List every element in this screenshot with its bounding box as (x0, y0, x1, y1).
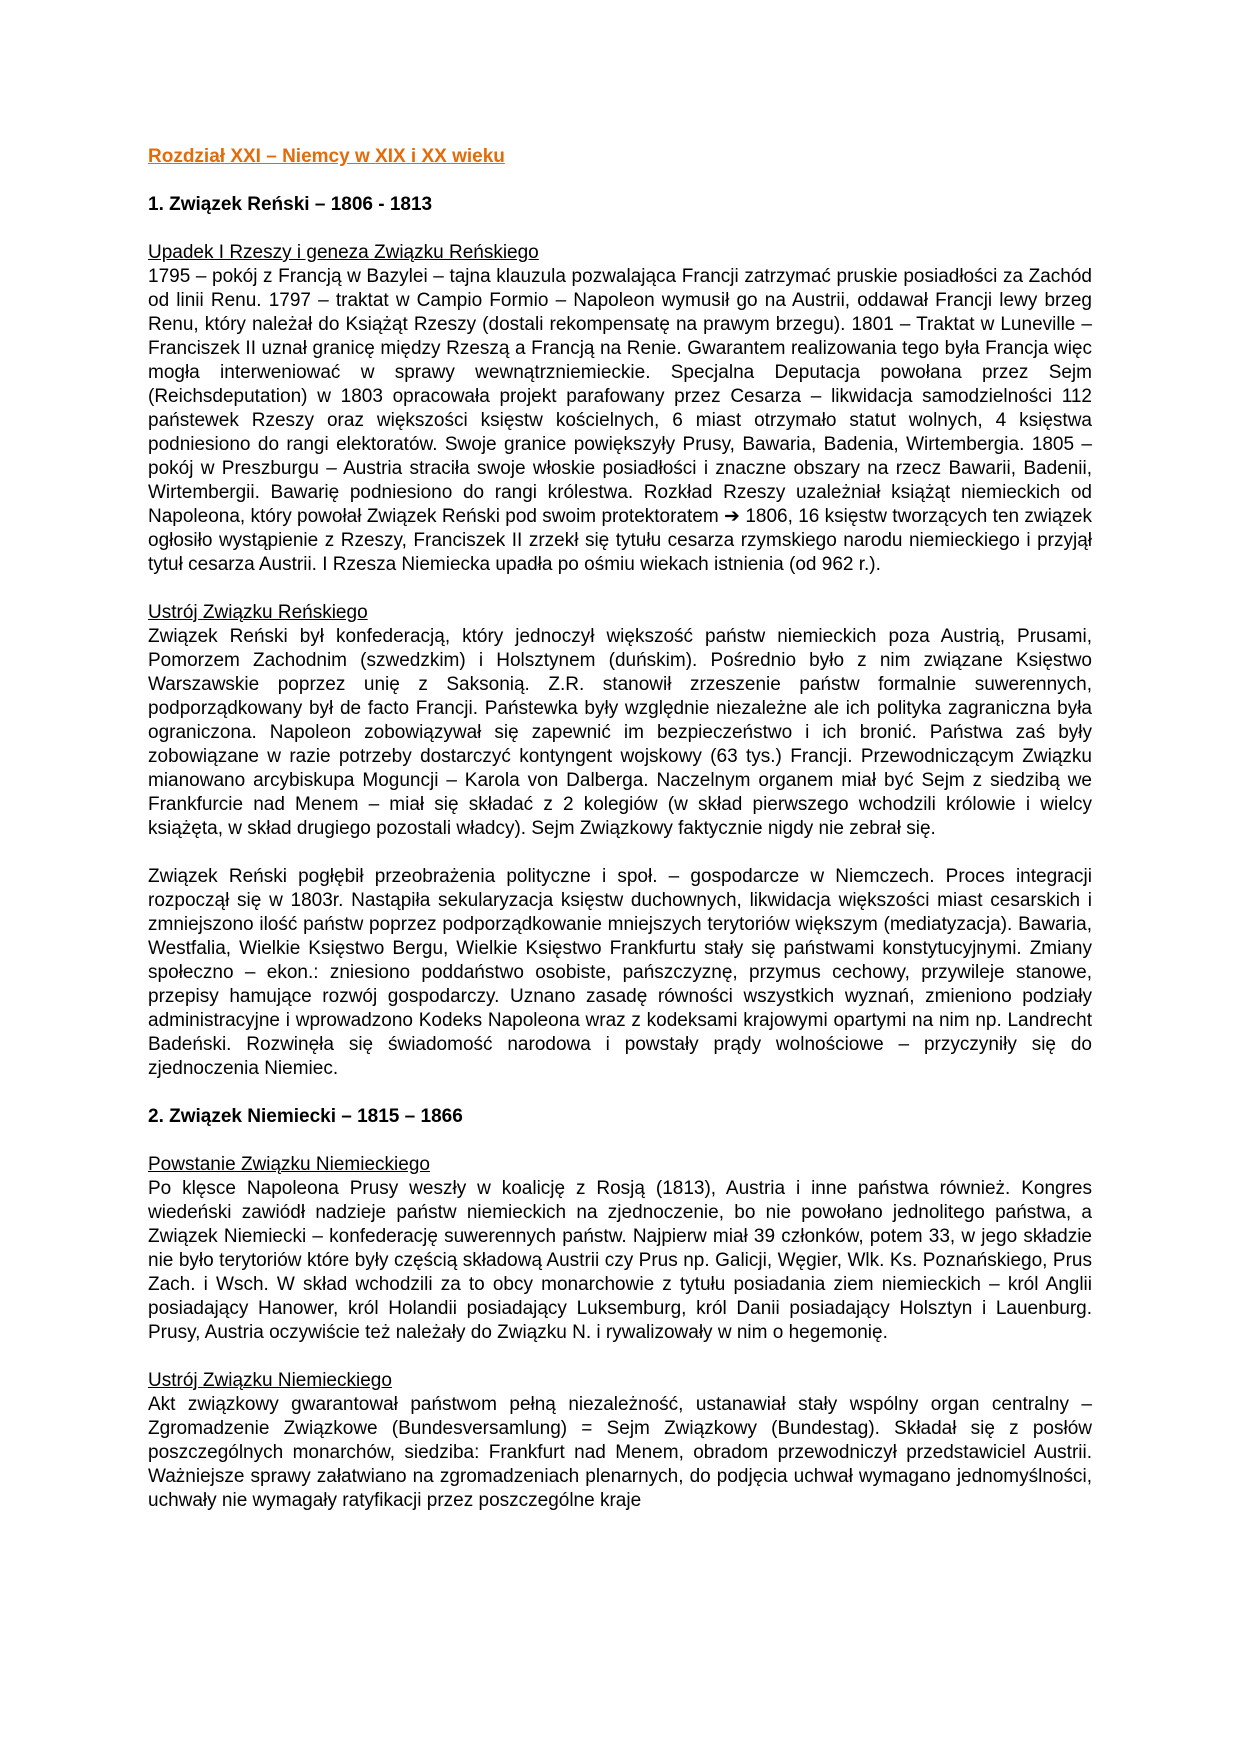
paragraph-1-1-1 (148, 265, 1092, 577)
document-page (148, 145, 1092, 1513)
paragraph-text-after-arrow: 1806, 16 księstw tworzących ten związek ogłosiło wystąpienie z Rzeszy, Franciszek II zrzekł się tytułu cesarza rzymskiego narodu niemieckiego i przyjął tytuł cesarza Austrii. I Rzesza Niemiecka upadła po ośmiu wiekach istnienia (od 962 r.). (148, 506, 1092, 575)
subsection-heading-1-2: Ustrój Związku Reńskiego (148, 602, 368, 623)
paragraph-1-2-1: Związek Reński był konfederacją, który jednoczył większość państw niemieckich poza Austrią, Prusami, Pomorzem Zachodnim (szwedzkim) i Holsztynem (duńskim). Pośrednio było z nim związane Księstwo Warszawskie poprzez unię z Saksonią. Z.R. stanowił zrzeszenie państw formalnie suwerennych, podporządkowany był de facto Francji. Państewka były względnie niezależne ale ich polityka zagraniczna była ograniczona. Napoleon zobowiązywał się zapewnić im bezpieczeństwo i ich bronić. Państwa zaś były zobowiązane w razie potrzeby dostarczyć kontyngent wojskowy (63 tys.) Francji. Przewodniczącym Związku mianowano arcybiskupa Moguncji – Karola von Dalberga. Naczelnym organem miał być Sejm z siedzibą we Frankfurcie nad Menem – miał się składać z 2 kolegiów (w skład pierwszego wchodzili królowie i wielcy książęta, w skład drugiego pozostali władcy). Sejm Związkowy faktycznie nigdy nie zebrał się. (148, 626, 1092, 839)
paragraph-2-1-1: Po klęsce Napoleona Prusy weszły w koalicję z Rosją (1813), Austria i inne państwa również. Kongres wiedeński zawiódł nadzieje państw niemieckich na zjednoczenie, bo nie powołano jednolitego państwa, a Związek Niemiecki – konfederację suwerennych państw. Najpierw miał 39 członków, potem 33, w jego składzie nie było terytoriów które były częścią składową Austrii czy Prus np. Galicji, Węgier, Wlk. Ks. Poznańskiego, Prus Zach. i Wsch. W skład wchodzili za to obcy monarchowie z tytułu posiadania ziem niemieckich – król Anglii posiadający Hanower, król Holandii posiadający Luksemburg, król Danii posiadający Holsztyn i Lauenburg. Prusy, Austria oczywiście też należały do Związku N. i rywalizowały w nim o hegemonię. (148, 1178, 1092, 1343)
subsection-heading-1-1: Upadek I Rzeszy i geneza Związku Reńskiego (148, 242, 539, 263)
section-title-1: 1. Związek Reński – 1806 - 1813 (148, 194, 433, 215)
paragraph-2-2-1: Akt związkowy gwarantował państwom pełną niezależność, ustanawiał stały wspólny organ centralny – Zgromadzenie Związkowe (Bundesversamlung) = Sejm Związkowy (Bundestag). Składał się z posłów poszczególnych monarchów, siedziba: Frankfurt nad Menem, obradom przewodniczył przedstawiciel Austrii. Ważniejsze sprawy załatwiano na zgromadzeniach plenarnych, do podjęcia uchwał wymagano jednomyślności, uchwały nie wymagały ratyfikacji przez poszczególne kraje (148, 1394, 1092, 1511)
paragraph-1-2-2: Związek Reński pogłębił przeobrażenia polityczne i społ. – gospodarcze w Niemczech. Proces integracji rozpoczął się w 1803r. Nastąpiła sekularyzacja księstw duchownych, likwidacja większości miast cesarskich i zmniejszono ilość państw poprzez podporządkowanie mniejszych terytoriów większym (mediatyzacja). Bawaria, Westfalia, Wielkie Księstwo Bergu, Wielkie Księstwo Frankfurtu stały się państwami konstytucyjnymi. Zmiany społeczno – ekon.: zniesiono poddaństwo osobiste, pańszczyznę, przymus cechowy, przywileje stanowe, przepisy hamujące rozwój gospodarczy. Uznano zasadę równości wszystkich wyznań, zmieniono podziały administracyjne i wprowadzono Kodeks Napoleona wraz z kodeksami krajowymi opartymi na nim np. Landrecht Badeński. Rozwinęła się świadomość narodowa i powstały prądy wolnościowe – przyczyniły się do zjednoczenia Niemiec. (148, 866, 1092, 1079)
subsection-heading-2-2: Ustrój Związku Niemieckiego (148, 1370, 392, 1391)
paragraph-text-before-arrow: 1795 – pokój z Francją w Bazylei – tajna klauzula pozwalająca Francji zatrzymać pruskie posiadłości za Zachód od linii Renu. 1797 – traktat w Campio Formio – Napoleon wymusił go na Austrii, oddawał Francji lewy brzeg Renu, który należał do Książąt Rzeszy (dostali rekompensatę na prawym brzegu). 1801 – Traktat w Luneville – Franciszek II uznał granicę między Rzeszą a Francją na Renie. Gwarantem realizowania tego była Francja więc mogła interweniować w sprawy wewnątrzniemieckie. Specjalna Deputacja powołana przez Sejm (Reichsdeputation) w 1803 opracowała projekt parafowany przez Cesarza – likwidacja samodzielności 112 państewek Rzeszy oraz większości księstw kościelnych, 6 miast otrzymało statut wolnych, 4 księstwa podniesiono do rangi elektoratów. Swoje granice powiększyły Prusy, Bawaria, Badenia, Wirtembergia. 1805 – pokój w Preszburgu – Austria straciła swoje włoskie posiadłości i znaczne obszary na rzecz Bawarii, Badenii, Wirtembergii. Bawarię podniesiono do rangi królestwa. Rozkład Rzeszy uzależniał książąt niemieckich od Napoleona, który powołał Związek Reński pod swoim protektoratem (148, 266, 1092, 527)
right-arrow-icon: ➔ (724, 506, 740, 527)
subsection-heading-2-1: Powstanie Związku Niemieckiego (148, 1154, 430, 1175)
section-title-2: 2. Związek Niemiecki – 1815 – 1866 (148, 1106, 463, 1127)
chapter-title[interactable]: Rozdział XXI – Niemcy w XIX i XX wieku (148, 146, 505, 167)
